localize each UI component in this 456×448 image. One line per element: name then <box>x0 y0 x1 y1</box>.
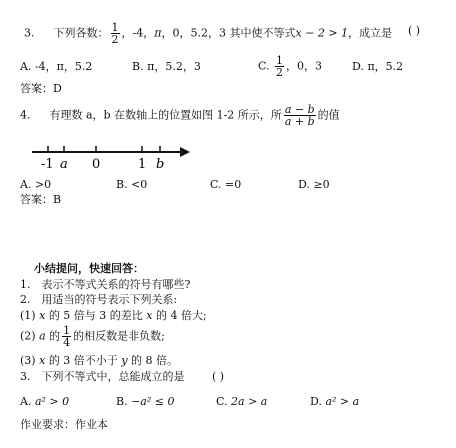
q3-answer-paren: ( ) <box>408 24 421 37</box>
q4-stem-text: 有理数 a，b 在数轴上的位置如图 1-2 所示，所 <box>49 108 282 122</box>
var-x: x <box>39 309 46 322</box>
frac-num: 1 <box>276 54 284 67</box>
frac-den: 4 <box>63 336 71 349</box>
q4-answer: 答案：B <box>20 193 62 206</box>
frac-num: 1 <box>111 21 119 34</box>
option-label: D. <box>310 395 322 408</box>
summary-sub-1 <box>20 309 207 323</box>
q3-stem-text: ，-4， <box>121 26 155 40</box>
q3-option-b <box>132 60 201 74</box>
option-text: −a² ≤ 0 <box>131 395 175 408</box>
var-y: y <box>121 354 128 367</box>
q3-option-c <box>258 55 322 78</box>
q4-stem <box>20 104 340 127</box>
summary-item-1: 1. 表示不等式关系的符号有哪些? <box>20 278 191 291</box>
sub-index: (1) <box>20 309 36 322</box>
option-label: C. <box>210 178 222 191</box>
sub-text: 的 3 倍不小于 <box>48 354 118 367</box>
q3-stem-text: ，0，5.2，3 其中使不等式 <box>161 26 296 40</box>
option-text: π，5.2，3 <box>147 60 201 73</box>
summary-title: 小结提问，快速回答： <box>34 262 144 275</box>
option-label: C. <box>216 395 228 408</box>
option-label: C. <box>258 59 270 73</box>
option-label: D. <box>352 60 364 73</box>
q3-stem-text: ，成立是 <box>348 26 393 40</box>
var-x: x <box>146 309 153 322</box>
q4-option-a <box>20 178 51 192</box>
q3-stem <box>24 22 392 45</box>
option-text: ，0，3 <box>286 59 323 73</box>
q3-number: 3. <box>24 26 35 40</box>
sub-text: 的 8 倍。 <box>131 354 179 367</box>
frac-den: a + b <box>284 115 315 128</box>
q3-option-c-fraction <box>275 55 284 78</box>
summary-sub-3 <box>20 354 178 368</box>
frac-den: 2 <box>276 66 284 79</box>
frac-num: a − b <box>284 103 315 116</box>
summary-option-a <box>20 395 69 409</box>
option-text: <0 <box>131 178 148 191</box>
frac-den: 2 <box>111 33 119 46</box>
summary-item-3: 3. 下列不等式中，总能成立的是 <box>20 370 185 383</box>
option-label: B. <box>116 178 128 191</box>
q4-number: 4. <box>20 108 31 122</box>
option-text: a² > 0 <box>34 395 70 408</box>
option-text: ≥0 <box>313 178 330 191</box>
sub-text: 的 4 倍大; <box>156 309 207 322</box>
sub-text: 的 5 倍与 3 的差比 <box>48 309 143 322</box>
summary-fraction-quarter <box>62 325 71 348</box>
option-text: 2a > a <box>231 395 268 408</box>
option-label: B. <box>132 60 144 73</box>
sub-text: 的相反数是非负数; <box>73 329 165 343</box>
label-zero: 0 <box>92 157 101 172</box>
option-label: A. <box>20 395 32 408</box>
sub-text: 的 <box>49 329 61 343</box>
summary-option-c <box>216 395 267 409</box>
summary-option-b <box>116 395 175 409</box>
sub-index: (3) <box>20 354 36 367</box>
label-minus-one: -1 <box>41 157 54 172</box>
homework: 作业要求：作业本 <box>20 418 108 431</box>
q3-pi: π <box>154 26 162 40</box>
option-text: -4，π，5.2 <box>34 60 93 73</box>
summary-sub-2 <box>20 325 165 348</box>
label-b: b <box>156 157 165 172</box>
option-label: A. <box>20 60 32 73</box>
q3-inequality: x − 2 > 1 <box>295 26 349 40</box>
frac-num: 1 <box>63 324 71 337</box>
q3-answer: 答案：D <box>20 82 62 95</box>
q3-stem-text: 下列各数： <box>53 26 109 40</box>
label-a: a <box>60 157 68 172</box>
option-text: π，5.2 <box>367 60 404 73</box>
q4-option-d <box>298 178 330 192</box>
summary-item-3-paren: ( ) <box>212 370 225 383</box>
q4-stem-text: 的值 <box>317 108 340 122</box>
option-label: B. <box>116 395 128 408</box>
q3-option-d <box>352 60 403 74</box>
option-label: D. <box>298 178 310 191</box>
number-line <box>30 140 200 174</box>
q4-option-b <box>116 178 147 192</box>
option-text: a² > a <box>325 395 360 408</box>
sub-index: (2) <box>20 329 36 343</box>
q4-option-c <box>210 178 241 192</box>
axis-arrow <box>180 147 190 157</box>
summary-item-2: 2. 用适当的符号表示下列关系: <box>20 293 178 306</box>
q4-fraction <box>284 104 316 127</box>
summary-option-d <box>310 395 359 409</box>
option-text: >0 <box>34 178 52 191</box>
option-text: =0 <box>225 178 242 191</box>
label-one: 1 <box>138 157 147 172</box>
q3-option-a <box>20 60 92 74</box>
q3-fraction-half <box>111 22 120 45</box>
option-label: A. <box>20 178 32 191</box>
var-x: x <box>39 354 46 367</box>
var-a: a <box>39 329 46 343</box>
